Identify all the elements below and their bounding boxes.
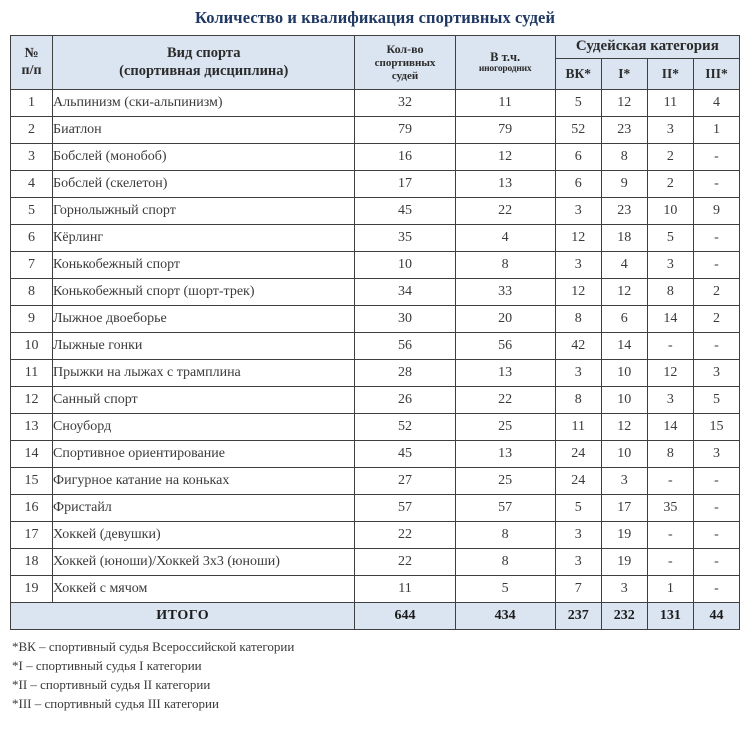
cell-category-ii: 5: [647, 225, 693, 252]
cell-sport: Конькобежный спорт (шорт-трек): [53, 279, 355, 306]
cell-count: 11: [355, 576, 455, 603]
cell-sport: Биатлон: [53, 117, 355, 144]
cell-sport: Сноуборд: [53, 414, 355, 441]
cell-category-ii: 2: [647, 171, 693, 198]
cell-category-i: 12: [601, 90, 647, 117]
column-header-sport: [53, 36, 355, 90]
cell-category-iii: -: [693, 171, 739, 198]
cell-nonresident: 22: [455, 198, 555, 225]
cell-number: 19: [11, 576, 53, 603]
column-header-count-line3: судей: [391, 69, 419, 82]
table-header: [11, 36, 740, 90]
table-row: [11, 171, 740, 198]
cell-sport: Кёрлинг: [53, 225, 355, 252]
table-row: [11, 522, 740, 549]
total-category-ii: 131: [647, 603, 693, 630]
cell-number: 15: [11, 468, 53, 495]
cell-nonresident: 13: [455, 360, 555, 387]
cell-category-vk: 8: [555, 387, 601, 414]
cell-category-vk: 3: [555, 198, 601, 225]
table-total-row: [11, 603, 740, 630]
cell-nonresident: 11: [455, 90, 555, 117]
table-row: [11, 387, 740, 414]
cell-category-i: 3: [601, 468, 647, 495]
cell-category-ii: 8: [647, 279, 693, 306]
cell-number: 5: [11, 198, 53, 225]
cell-category-vk: 11: [555, 414, 601, 441]
column-header-nonresident-line1: В т.ч.: [490, 49, 521, 64]
cell-number: 2: [11, 117, 53, 144]
cell-number: 6: [11, 225, 53, 252]
cell-sport: Лыжное двоеборье: [53, 306, 355, 333]
cell-number: 11: [11, 360, 53, 387]
page-title: Количество и квалификация спортивных судей: [194, 8, 556, 27]
cell-category-vk: 3: [555, 522, 601, 549]
cell-category-ii: -: [647, 333, 693, 360]
cell-count: 52: [355, 414, 455, 441]
cell-number: 9: [11, 306, 53, 333]
cell-category-iii: -: [693, 333, 739, 360]
cell-number: 10: [11, 333, 53, 360]
cell-count: 17: [355, 171, 455, 198]
cell-category-i: 6: [601, 306, 647, 333]
cell-sport: Прыжки на лыжах с трамплина: [53, 360, 355, 387]
cell-category-ii: -: [647, 522, 693, 549]
table-row: [11, 144, 740, 171]
footnotes: [0, 630, 750, 713]
cell-category-i: 10: [601, 360, 647, 387]
cell-nonresident: 22: [455, 387, 555, 414]
cell-category-ii: -: [647, 468, 693, 495]
cell-category-i: 23: [601, 198, 647, 225]
cell-nonresident: 8: [455, 549, 555, 576]
column-header-category-i: I*: [601, 59, 647, 90]
cell-category-vk: 3: [555, 360, 601, 387]
cell-count: 57: [355, 495, 455, 522]
cell-sport: Санный спорт: [53, 387, 355, 414]
cell-number: 3: [11, 144, 53, 171]
cell-nonresident: 13: [455, 171, 555, 198]
cell-category-vk: 3: [555, 549, 601, 576]
cell-category-ii: 14: [647, 306, 693, 333]
cell-number: 1: [11, 90, 53, 117]
column-header-count: [355, 36, 455, 90]
cell-number: 8: [11, 279, 53, 306]
table-row: [11, 90, 740, 117]
cell-category-vk: 52: [555, 117, 601, 144]
cell-category-ii: 12: [647, 360, 693, 387]
cell-category-ii: 8: [647, 441, 693, 468]
cell-category-iii: -: [693, 225, 739, 252]
cell-sport: Хоккей (девушки): [53, 522, 355, 549]
table-row: [11, 414, 740, 441]
cell-category-ii: 3: [647, 117, 693, 144]
cell-category-vk: 12: [555, 279, 601, 306]
column-header-nonresident-line2: иногородних: [478, 64, 532, 75]
table-row: [11, 333, 740, 360]
cell-category-i: 23: [601, 117, 647, 144]
total-category-iii: 44: [693, 603, 739, 630]
cell-category-ii: 2: [647, 144, 693, 171]
table-row: [11, 306, 740, 333]
table-row: [11, 117, 740, 144]
cell-nonresident: 56: [455, 333, 555, 360]
cell-category-iii: -: [693, 549, 739, 576]
cell-category-iii: 2: [693, 279, 739, 306]
cell-nonresident: 33: [455, 279, 555, 306]
cell-count: 45: [355, 441, 455, 468]
cell-nonresident: 25: [455, 414, 555, 441]
cell-sport: Бобслей (монобоб): [53, 144, 355, 171]
cell-category-ii: 3: [647, 252, 693, 279]
cell-category-vk: 42: [555, 333, 601, 360]
cell-sport: Фристайл: [53, 495, 355, 522]
cell-category-i: 14: [601, 333, 647, 360]
footnote-line: *ВК – спортивный судья Всероссийской категории: [12, 639, 295, 654]
column-header-category-group: Судейская категория: [555, 36, 739, 59]
table-container: [0, 35, 750, 630]
cell-category-iii: -: [693, 522, 739, 549]
cell-sport: Фигурное катание на коньках: [53, 468, 355, 495]
cell-count: 32: [355, 90, 455, 117]
cell-nonresident: 13: [455, 441, 555, 468]
cell-number: 16: [11, 495, 53, 522]
cell-category-ii: 3: [647, 387, 693, 414]
cell-category-vk: 12: [555, 225, 601, 252]
cell-count: 26: [355, 387, 455, 414]
cell-nonresident: 25: [455, 468, 555, 495]
cell-category-iii: 1: [693, 117, 739, 144]
footnote-line: *I – спортивный судья I категории: [12, 658, 202, 673]
cell-category-vk: 24: [555, 441, 601, 468]
cell-nonresident: 79: [455, 117, 555, 144]
table-row: [11, 441, 740, 468]
cell-sport: Конькобежный спорт: [53, 252, 355, 279]
cell-count: 79: [355, 117, 455, 144]
cell-category-iii: -: [693, 576, 739, 603]
column-header-number-line2: п/п: [21, 62, 42, 78]
cell-category-ii: 14: [647, 414, 693, 441]
table-row: [11, 549, 740, 576]
cell-nonresident: 57: [455, 495, 555, 522]
cell-category-i: 19: [601, 549, 647, 576]
column-header-number-line1: №: [24, 45, 39, 61]
cell-number: 4: [11, 171, 53, 198]
cell-category-iii: 15: [693, 414, 739, 441]
cell-number: 7: [11, 252, 53, 279]
cell-sport: Бобслей (скелетон): [53, 171, 355, 198]
cell-sport: Хоккей с мячом: [53, 576, 355, 603]
cell-count: 27: [355, 468, 455, 495]
cell-count: 35: [355, 225, 455, 252]
cell-count: 45: [355, 198, 455, 225]
table-row: [11, 495, 740, 522]
cell-category-vk: 6: [555, 144, 601, 171]
column-header-category-vk: ВК*: [555, 59, 601, 90]
cell-count: 34: [355, 279, 455, 306]
cell-count: 56: [355, 333, 455, 360]
cell-category-i: 10: [601, 441, 647, 468]
cell-nonresident: 8: [455, 522, 555, 549]
cell-category-ii: 10: [647, 198, 693, 225]
cell-count: 22: [355, 522, 455, 549]
cell-category-ii: -: [647, 549, 693, 576]
cell-category-i: 8: [601, 144, 647, 171]
column-header-count-line2: спортивных: [374, 56, 436, 69]
column-header-number: [11, 36, 53, 90]
cell-category-vk: 6: [555, 171, 601, 198]
table-row: [11, 279, 740, 306]
table-row: [11, 225, 740, 252]
cell-category-i: 3: [601, 576, 647, 603]
cell-nonresident: 12: [455, 144, 555, 171]
cell-category-ii: 11: [647, 90, 693, 117]
column-header-category-iii: III*: [693, 59, 739, 90]
cell-number: 14: [11, 441, 53, 468]
cell-category-iii: 3: [693, 360, 739, 387]
cell-category-i: 9: [601, 171, 647, 198]
cell-category-iii: -: [693, 252, 739, 279]
table-row: [11, 252, 740, 279]
cell-nonresident: 8: [455, 252, 555, 279]
footnote-line: *II – спортивный судья II категории: [12, 677, 211, 692]
header-row-top: [11, 36, 740, 59]
cell-category-iii: 3: [693, 441, 739, 468]
column-header-nonresident: [455, 36, 555, 90]
cell-category-vk: 5: [555, 90, 601, 117]
cell-category-ii: 35: [647, 495, 693, 522]
cell-number: 13: [11, 414, 53, 441]
cell-category-vk: 7: [555, 576, 601, 603]
cell-category-i: 19: [601, 522, 647, 549]
cell-count: 10: [355, 252, 455, 279]
cell-category-i: 10: [601, 387, 647, 414]
cell-sport: Горнолыжный спорт: [53, 198, 355, 225]
cell-category-vk: 5: [555, 495, 601, 522]
cell-category-ii: 1: [647, 576, 693, 603]
cell-number: 12: [11, 387, 53, 414]
table-row: [11, 468, 740, 495]
column-header-sport-line2: (спортивная дисциплина): [119, 62, 289, 79]
cell-category-iii: -: [693, 468, 739, 495]
cell-sport: Хоккей (юноши)/Хоккей 3х3 (юноши): [53, 549, 355, 576]
table-row: [11, 576, 740, 603]
cell-category-i: 12: [601, 414, 647, 441]
table-body: [11, 90, 740, 630]
cell-sport: Альпинизм (ски-альпинизм): [53, 90, 355, 117]
cell-category-i: 4: [601, 252, 647, 279]
judges-table: [10, 35, 740, 630]
total-category-vk: 237: [555, 603, 601, 630]
cell-category-iii: 9: [693, 198, 739, 225]
cell-category-iii: 5: [693, 387, 739, 414]
cell-category-iii: 2: [693, 306, 739, 333]
total-category-i: 232: [601, 603, 647, 630]
cell-category-i: 17: [601, 495, 647, 522]
total-count: 644: [355, 603, 455, 630]
cell-nonresident: 4: [455, 225, 555, 252]
footnote-line: *III – спортивный судья III категории: [12, 696, 219, 711]
cell-category-iii: 4: [693, 90, 739, 117]
column-header-category-ii: II*: [647, 59, 693, 90]
cell-category-vk: 24: [555, 468, 601, 495]
total-nonresident: 434: [455, 603, 555, 630]
cell-number: 17: [11, 522, 53, 549]
cell-category-i: 12: [601, 279, 647, 306]
cell-category-vk: 3: [555, 252, 601, 279]
cell-sport: Лыжные гонки: [53, 333, 355, 360]
cell-category-iii: -: [693, 144, 739, 171]
cell-nonresident: 5: [455, 576, 555, 603]
table-row: [11, 198, 740, 225]
cell-sport: Спортивное ориентирование: [53, 441, 355, 468]
table-row: [11, 360, 740, 387]
cell-category-iii: -: [693, 495, 739, 522]
cell-category-i: 18: [601, 225, 647, 252]
total-label: ИТОГО: [11, 603, 355, 630]
cell-count: 22: [355, 549, 455, 576]
cell-count: 16: [355, 144, 455, 171]
cell-number: 18: [11, 549, 53, 576]
column-header-sport-line1: Вид спорта: [167, 45, 241, 62]
cell-count: 30: [355, 306, 455, 333]
cell-category-vk: 8: [555, 306, 601, 333]
cell-nonresident: 20: [455, 306, 555, 333]
cell-count: 28: [355, 360, 455, 387]
column-header-count-line1: Кол-во: [386, 42, 424, 57]
